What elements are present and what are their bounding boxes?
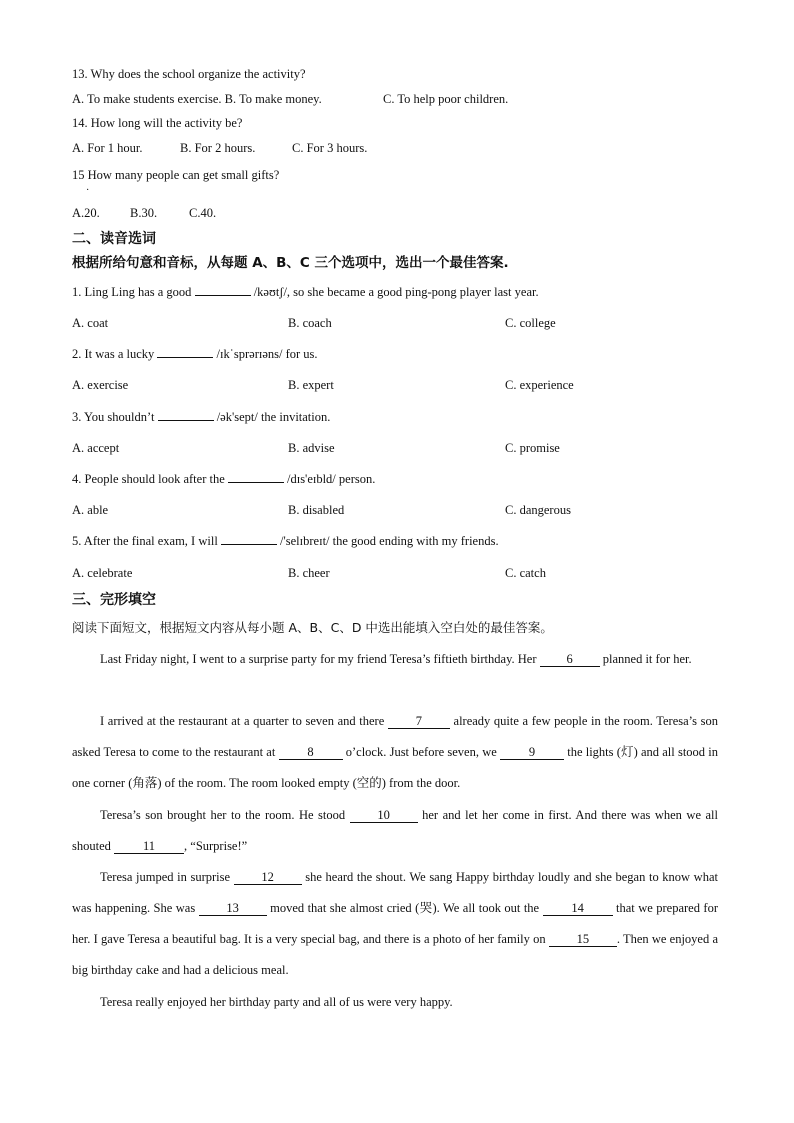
s2-q3-option-b: B. advise (288, 441, 335, 455)
s2-q3-option-c: C. promise (505, 441, 560, 455)
s2-q4-option-b: B. disabled (288, 503, 345, 517)
q14-option-a: A. For 1 hour. (72, 141, 143, 155)
section2-title: 二、读音选词 (72, 231, 156, 247)
q15-option-a: A.20. (72, 206, 100, 220)
s2-question-1: 1. Ling Ling has a good /kəʊtʃ/, so she became a good ping-pong player last year. (72, 285, 539, 299)
q15-option-c: C.40. (189, 206, 217, 220)
q14-option-c: C. For 3 hours. (292, 141, 368, 155)
blank-13: 13 (199, 901, 267, 916)
section2-instruction: 根据所给句意和音标，从每题 A、B、C 三个选项中，选出一个最佳答案. (72, 255, 509, 271)
question-14: 14. How long will the activity be? (72, 116, 243, 130)
s2-q2-option-c: C. experience (505, 378, 574, 392)
q13-option-c: C. To help poor children. (383, 92, 509, 106)
section3-title: 三、完形填空 (72, 592, 156, 608)
passage-paragraph-4: Teresa jumped in surprise 12 she heard the shout. We sang Happy birthday loudly and she began to know what was happening. She was 13 moved that she almost cried (哭). We all took out the 14 that we prepared for her. I gave Teresa a beautiful bag. It is a very special bag, and there is a photo of her family on 15 . Then we enjoyed a big birthday cake and had a delicious meal. (72, 870, 718, 977)
blank-11: 11 (114, 839, 184, 854)
blank-14: 14 (543, 901, 613, 916)
s2-question-3: 3. You shouldn’t /ək'sept/ the invitation. (72, 410, 331, 424)
blank-7: 7 (388, 714, 450, 729)
s2-question-5: 5. After the final exam, I will /'selɪbreɪt/ the good ending with my friends. (72, 534, 499, 548)
blank-10: 10 (350, 808, 418, 823)
q15-option-b: B.30. (130, 206, 158, 220)
passage-paragraph-2: I arrived at the restaurant at a quarter to seven and there 7 already quite a few people in the room. Teresa’s son asked Teresa to come to the restaurant at 8 o’clock. Just before seven, we 9 the lights (灯) and all stood in one corner (角落) of the room. The room looked empty (空的) from the door. (72, 714, 718, 790)
s2-q1-option-c: C. college (505, 316, 556, 330)
q13-option-ab: A. To make students exercise. B. To make money. (72, 92, 322, 106)
blank-9: 9 (500, 745, 564, 760)
s2-question-2: 2. It was a lucky /ɪkˈsprərɪəns/ for us. (72, 347, 318, 361)
s2-q1-option-a: A. coat (72, 316, 109, 330)
blank-12: 12 (234, 870, 302, 885)
stray-dot-mark: · (86, 185, 90, 196)
s2-q5-option-a: A. celebrate (72, 566, 133, 580)
blank-8: 8 (279, 745, 343, 760)
blank-15: 15 (549, 932, 617, 947)
s2-q5-option-b: B. cheer (288, 566, 330, 580)
s2-q5-option-c: C. catch (505, 566, 546, 580)
s2-q3-option-a: A. accept (72, 441, 120, 455)
passage-paragraph-5: Teresa really enjoyed her birthday party and all of us were very happy. (100, 995, 453, 1009)
s2-question-4: 4. People should look after the /dɪs'eɪbld/ person. (72, 472, 376, 486)
section3-instruction: 阅读下面短文，根据短文内容从每小题 A、B、C、D 中选出能填入空白处的最佳答案。 (72, 620, 553, 635)
s2-q1-option-b: B. coach (288, 316, 332, 330)
s2-q2-option-a: A. exercise (72, 378, 129, 392)
passage-paragraph-1: Last Friday night, I went to a surprise party for my friend Teresa’s fiftieth birthday. Her 6 planned it for her. (100, 652, 692, 666)
question-13: 13. Why does the school organize the activity? (72, 67, 306, 81)
blank-6: 6 (540, 652, 600, 667)
passage-paragraph-3: Teresa’s son brought her to the room. He stood 10 her and let her come in first. And there was when we all shouted 11 , “Surprise!” (72, 808, 718, 853)
s2-q4-option-a: A. able (72, 503, 109, 517)
s2-q2-option-b: B. expert (288, 378, 334, 392)
q14-option-b: B. For 2 hours. (180, 141, 256, 155)
question-15: 15 How many people can get small gifts? (72, 168, 280, 182)
s2-q4-option-c: C. dangerous (505, 503, 571, 517)
